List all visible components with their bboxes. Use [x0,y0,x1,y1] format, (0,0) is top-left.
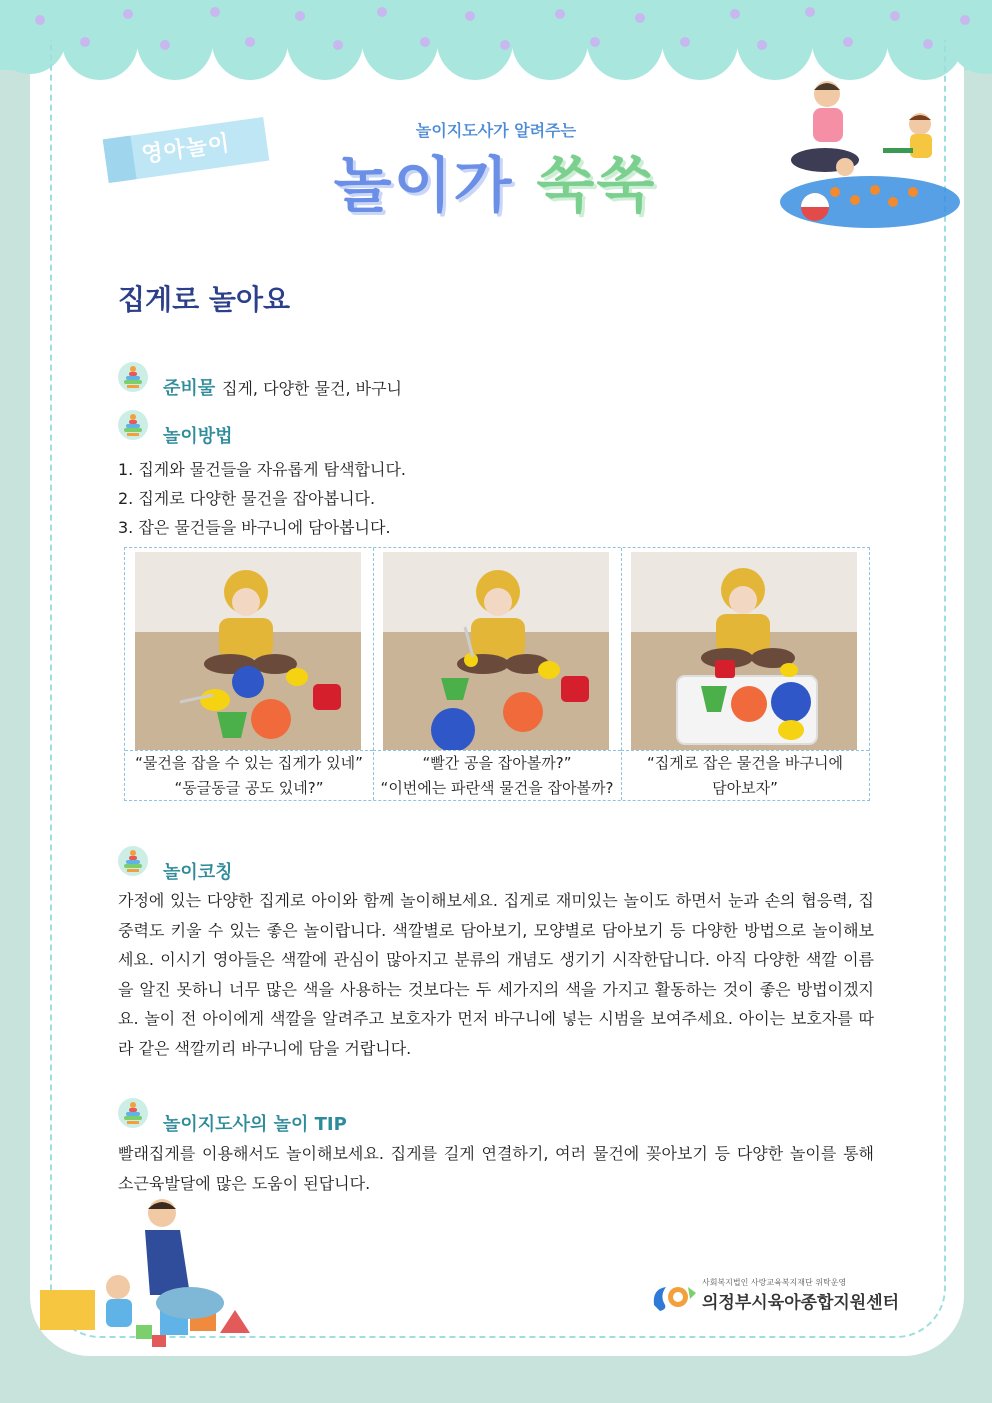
activity-photo [631,552,857,750]
coaching-text: 가정에 있는 다양한 집게로 아이와 함께 놀이해보세요. 집게로 재미있는 놀이도 하면서 눈과 손의 협응력, 집중력도 키울 수 있는 좋은 놀이랍니다. 색깔별로 담아보기, 모양별로 담아보기 등 다양한 방법으로 놀이해보세요. 이시기 영아들은 색깔에 관심이 많아지고 분류의 개념도 생기기 시작한답니다. 아직 다양한 색깔 이름을 알진 못하니 너무 많은 색을 사용하는 것보다는 두 세가지의 색을 가지고 활동하는 것이 좋은 방법이겠지요. 놀이 전 아이에게 색깔을 알려주고 보호자가 먼저 바구니에 넣는 시범을 보여주세요. 아이는 보호자를 따라 같은 색깔끼리 바구니에 담을 거랍니다. [118,891,874,1058]
activity-photo [383,552,609,750]
caption-line: “빨간 공을 잡아볼까?” [422,754,572,772]
title-part1: 놀이가 [333,151,537,221]
category-tag: 영아놀이 [103,117,270,183]
mother-child-blocks-illustration [40,1195,250,1355]
photo-cell [373,548,622,800]
stacking-toy-icon [118,1098,148,1128]
page-heading: 집게로 놀아요 [118,283,291,316]
method-step: 2. 집게로 다양한 물건을 잡아봅니다. [118,489,376,508]
family-play-illustration [775,72,965,232]
title-part2: 쑥쑥 [536,151,657,221]
materials-text: 집게, 다양한 물건, 바구니 [222,379,402,398]
page-title [330,138,660,224]
org-parent-text: 사회복지법인 사랑교육복지재단 위탁운영 [702,1278,847,1287]
stacking-toy-icon [118,846,148,876]
photo-caption [373,750,621,801]
org-logo-mark [650,1279,698,1313]
photo-cell [621,548,869,800]
method-steps [118,455,406,542]
org-logo [650,1275,900,1315]
method-step: 1. 집게와 물건들을 자유롭게 탐색합니다. [118,460,406,479]
photo-caption [621,750,869,801]
stacking-toy-icon [118,410,148,440]
photo-cell [125,548,374,800]
caption-line: “물건을 잡을 수 있는 집게가 있네” [135,754,363,772]
photo-caption [125,750,373,801]
caption-line: “동글동글 공도 있네?” [174,779,324,797]
method-step: 3. 잡은 물건들을 바구니에 담아봅니다. [118,518,391,537]
org-name: 의정부시육아종합지원센터 [702,1293,900,1313]
subtitle: 놀이지도사가 알려주는 [415,121,577,140]
tip-text: 빨래집게를 이용해서도 놀이해보세요. 집게를 길게 연결하기, 여러 물건에 꽂아보기 등 다양한 놀이를 통해 소근육발달에 많은 도움이 된답니다. [118,1144,874,1193]
caption-line: “집게로 잡은 물건을 바구니에 [647,754,843,772]
materials-label: 준비물 [163,378,216,399]
caption-line: 담아보자” [712,779,778,797]
coaching-label: 놀이코칭 [163,862,233,883]
stacking-toy-icon [118,362,148,392]
photo-table [124,547,870,801]
method-label: 놀이방법 [163,426,233,447]
tip-label: 놀이지도사의 놀이 TIP [163,1114,347,1135]
caption-line: “이번에는 파란색 물건을 잡아볼까? [380,779,614,797]
activity-photo [135,552,361,750]
